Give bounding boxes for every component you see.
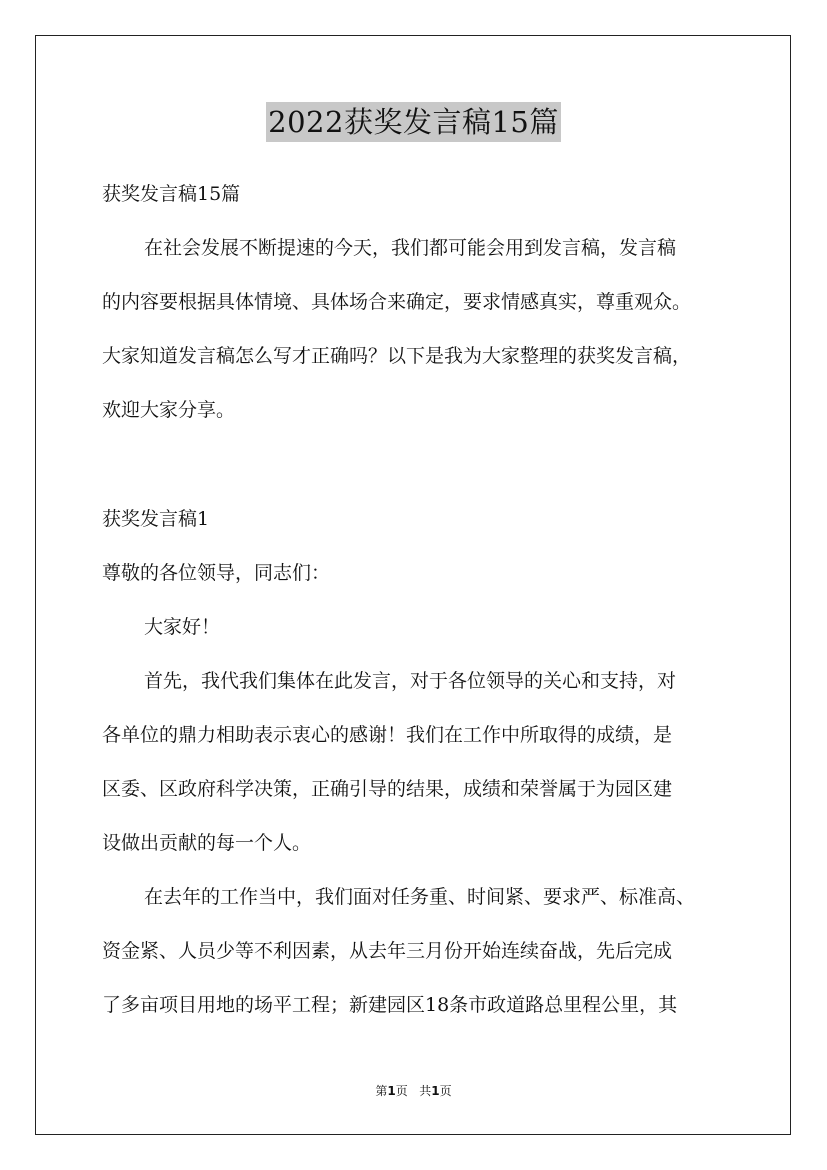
- paragraph-line: 资金紧、人员少等不利因素，从去年三月份开始连续奋战，先后完成: [102, 940, 673, 962]
- document-title: 2022获奖发言稿15篇: [266, 102, 561, 142]
- paragraph-line: 大家知道发言稿怎么写才正确吗？以下是我为大家整理的获奖发言稿，: [102, 345, 692, 367]
- paragraph-line: 的内容要根据具体情境、具体场合来确定，要求情感真实，尊重观众。: [102, 291, 692, 313]
- page-suffix: 页: [395, 1084, 408, 1098]
- page-footer: [0, 1083, 827, 1099]
- total-suffix: 页: [439, 1084, 452, 1098]
- paragraph-line: 设做出贡献的每一个人。: [102, 832, 312, 854]
- total-pages: 1: [431, 1084, 440, 1098]
- greeting: 大家好！: [144, 616, 221, 638]
- paragraph-line: 在去年的工作当中，我们面对任务重、时间紧、要求严、标准高、: [144, 886, 696, 908]
- paragraph-line: 区委、区政府科学决策，正确引导的结果，成绩和荣誉属于为园区建: [102, 778, 673, 800]
- title-wrap: [0, 102, 827, 142]
- paragraph-line: 了多亩项目用地的场平工程；新建园区18条市政道路总里程公里，其: [102, 994, 678, 1016]
- salutation: 尊敬的各位领导，同志们：: [102, 562, 331, 584]
- speech-heading: 获奖发言稿1: [102, 508, 210, 530]
- paragraph-line: 欢迎大家分享。: [102, 399, 236, 421]
- total-prefix: 共: [419, 1084, 432, 1098]
- page-number: 1: [387, 1084, 396, 1098]
- paragraph-line: 各单位的鼎力相助表示衷心的感谢！我们在工作中所取得的成绩，是: [102, 724, 673, 746]
- section-heading: 获奖发言稿15篇: [102, 183, 241, 205]
- paragraph-line: 在社会发展不断提速的今天，我们都可能会用到发言稿，发言稿: [144, 237, 677, 259]
- page-prefix: 第: [375, 1084, 388, 1098]
- paragraph-line: 首先，我代我们集体在此发言，对于各位领导的关心和支持，对: [144, 670, 677, 692]
